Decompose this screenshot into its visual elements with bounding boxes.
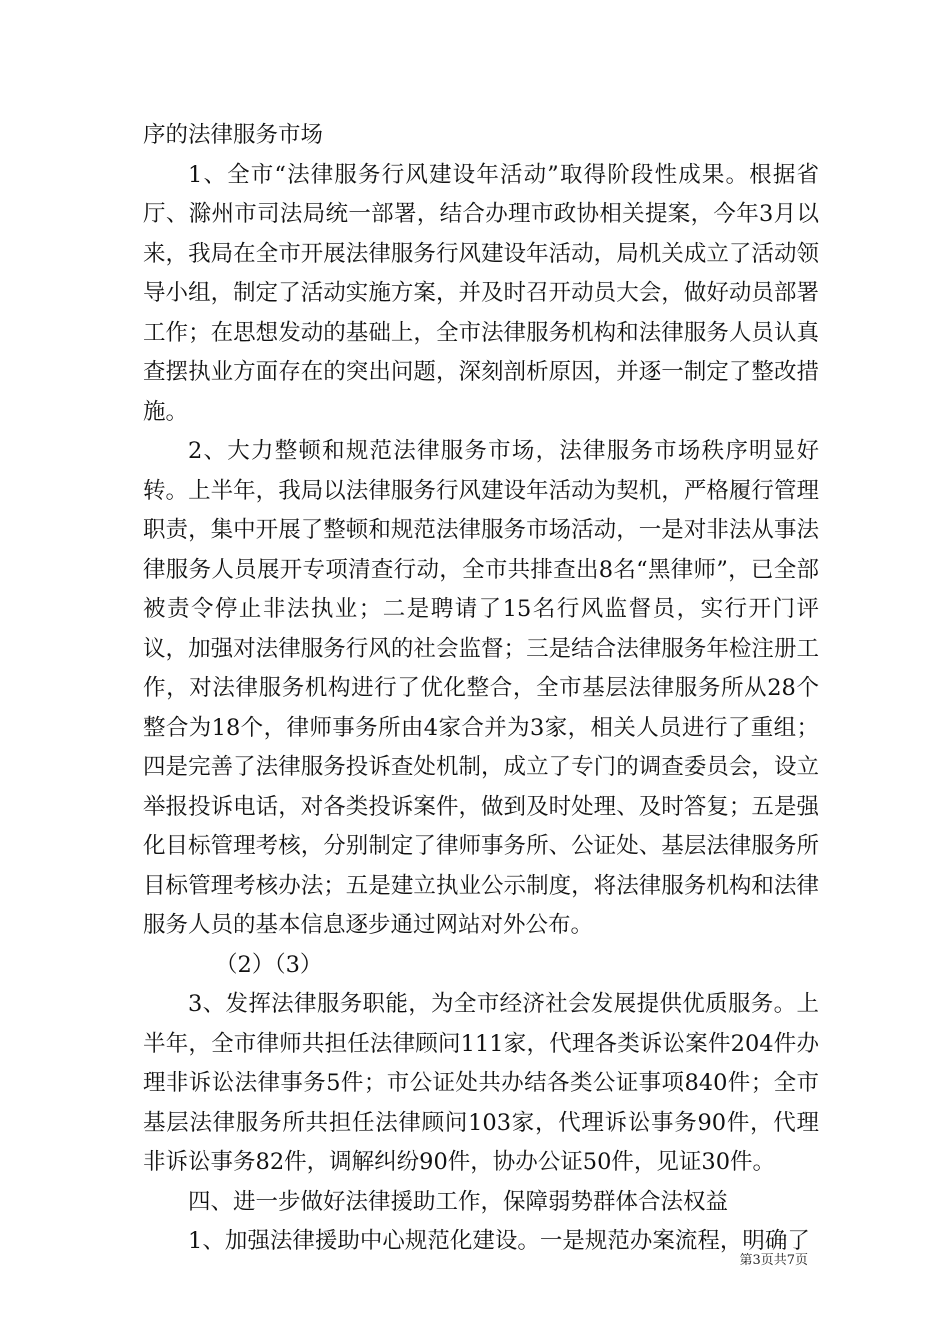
- page-number: 第3页共7页: [739, 1253, 808, 1268]
- paragraph-numbering: （2）（3）: [215, 951, 323, 978]
- paragraph-item-3: 3、发挥法律服务职能，为全市经济社会发展提供优质服务。上半年，全市律师共担任法律顾问111家，代理各类诉讼案件204件办理非诉讼法律事务5件；市公证处共办结各类公证事项840件；全市基层法律服务所共担任法律顾问103家，代理诉讼事务90件，代理非诉讼事务82件，调解纠纷90件，协办公证50件，见证30件。: [143, 991, 819, 1175]
- paragraph-continuation: 序的法律服务市场: [143, 122, 324, 148]
- document-body: [143, 116, 819, 1262]
- section-heading: 四、进一步做好法律援助工作，保障弱势群体合法权益: [188, 1188, 729, 1215]
- paragraph-item-4: 1、加强法律援助中心规范化建设。一是规范办案流程，明确了: [188, 1228, 810, 1254]
- paragraph-item-2: 2、大力整顿和规范法律服务市场，法律服务市场秩序明显好转。上半年，我局以法律服务行风建设年活动为契机，严格履行管理职责，集中开展了整顿和规范法律服务市场活动，一是对非法从事法律服务人员展开专项清查行动，全市共排查出8名“黑律师”，已全部被责令停止非法执业；二是聘请了15名行风监督员，实行开门评议，加强对法律服务行风的社会监督；三是结合法律服务年检注册工作，对法律服务机构进行了优化整合，全市基层法律服务所从28个整合为18个，律师事务所由4家合并为3家，相关人员进行了重组；四是完善了法律服务投诉查处机制，成立了专门的调查委员会，设立举报投诉电话，对各类投诉案件，做到及时处理、及时答复；五是强化目标管理考核，分别制定了律师事务所、公证处、基层法律服务所目标管理考核办法；五是建立执业公示制度，将法律服务机构和法律服务人员的基本信息逐步通过网站对外公布。: [143, 438, 819, 938]
- paragraph-item-1: 1、全市“法律服务行风建设年活动”取得阶段性成果。根据省厅、滁州市司法局统一部署，结合办理市政协相关提案，今年3月以来，我局在全市开展法律服务行风建设年活动，局机关成立了活动领导小组，制定了活动实施方案，并及时召开动员大会，做好动员部署工作；在思想发动的基础上，全市法律服务机构和法律服务人员认真查摆执业方面存在的突出问题，深刻剖析原因，并逐一制定了整改措施。: [143, 161, 819, 425]
